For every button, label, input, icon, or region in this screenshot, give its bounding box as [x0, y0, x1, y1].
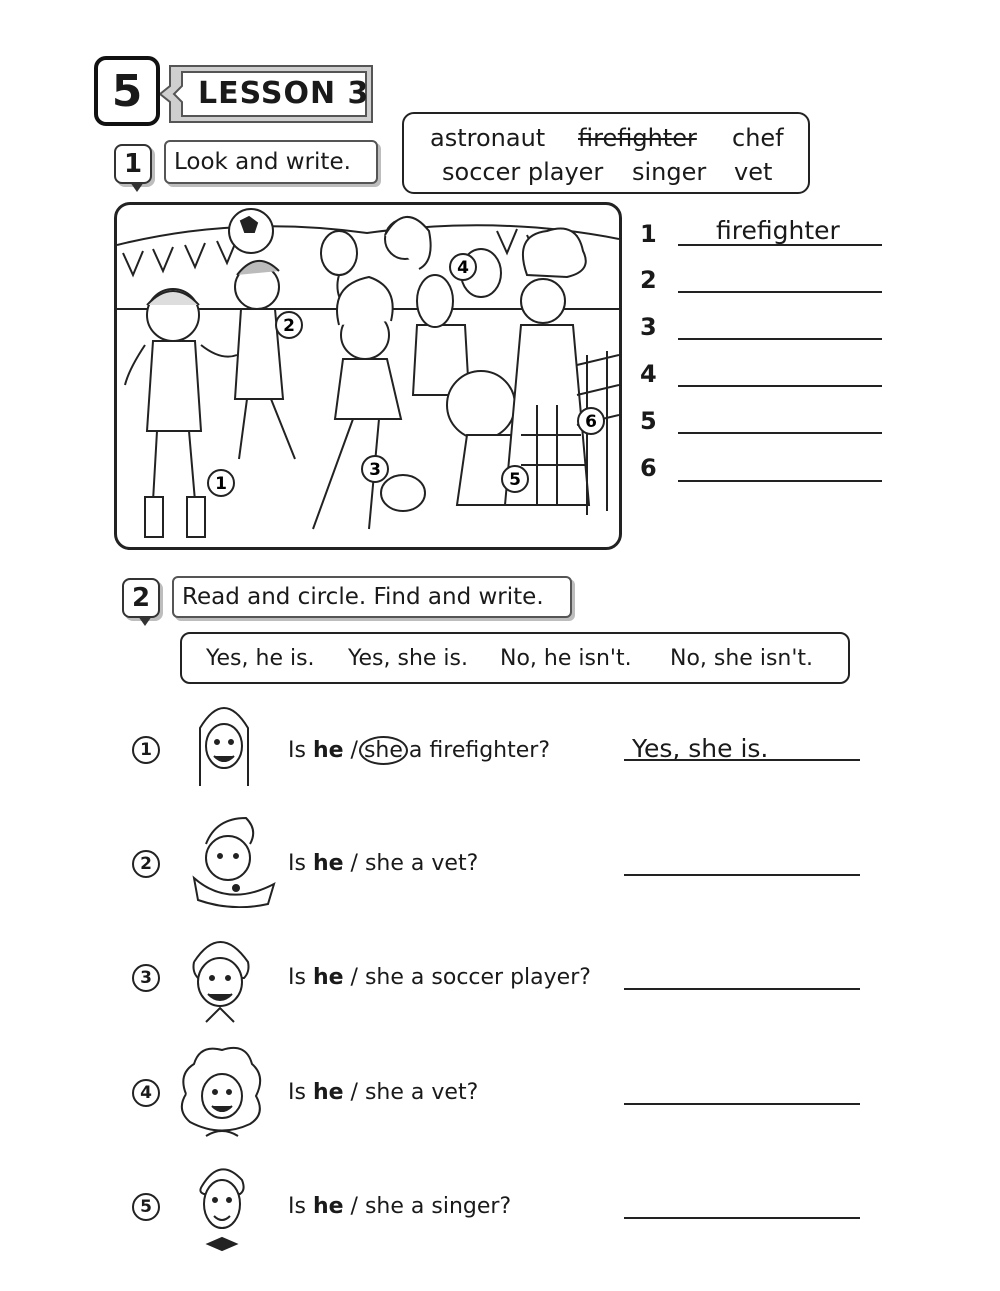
word-bank [402, 112, 810, 194]
item-1-option-she-circled[interactable]: she [359, 736, 408, 765]
party-scene-illustration [114, 202, 622, 550]
item-5-number: 5 [132, 1193, 160, 1221]
item-2-rest: a vet? [410, 851, 479, 876]
word-vet: vet [734, 158, 773, 186]
item-4-face-girl-curly [176, 1044, 268, 1140]
answer-2-line[interactable] [678, 291, 882, 293]
item-5-answer-line[interactable] [624, 1217, 860, 1219]
answer-5-number: 5 [640, 407, 657, 435]
item-1-option-he[interactable]: he [312, 738, 344, 763]
item-5-question [288, 1194, 511, 1219]
answer-1-number: 1 [640, 220, 657, 248]
word-astronaut: astronaut [430, 124, 546, 152]
item-1-is: Is [288, 738, 306, 763]
answer-2-number: 2 [640, 266, 657, 294]
item-5-is: Is [288, 1194, 306, 1219]
answer-5-line[interactable] [678, 432, 882, 434]
answer-3-number: 3 [640, 313, 657, 341]
answer-1-text: firefighter [716, 216, 840, 245]
word-firefighter-crossed: firefighter [578, 124, 697, 152]
item-2-is: Is [288, 851, 306, 876]
lesson-title: LESSON 3 [198, 76, 370, 111]
phrase-no-she-isnt: No, she isn't. [670, 646, 814, 671]
item-4-number: 4 [132, 1079, 160, 1107]
item-1-face-girl [188, 698, 260, 790]
item-2-number: 2 [132, 850, 160, 878]
item-3-number: 3 [132, 964, 160, 992]
exercise-1-instruction-text: Look and write. [174, 149, 351, 175]
picture-label-5: 5 [509, 470, 521, 490]
item-4-option-she[interactable]: she [364, 1080, 404, 1105]
item-4-slash: / [350, 1080, 358, 1105]
answer-6-line[interactable] [678, 480, 882, 482]
item-2-option-she[interactable]: she [364, 851, 404, 876]
item-1-answer-line[interactable] [624, 759, 860, 761]
picture-label-6: 6 [585, 412, 597, 432]
answer-phrase-bank [180, 632, 850, 684]
item-3-option-he[interactable]: he [312, 965, 344, 990]
item-3-rest: a soccer player? [410, 965, 591, 990]
item-5-option-she[interactable]: she [364, 1194, 404, 1219]
word-soccer-player: soccer player [442, 158, 604, 186]
unit-number-badge: 5 [94, 56, 160, 126]
answer-4-number: 4 [640, 360, 657, 388]
phrase-yes-he-is: Yes, he is. [206, 646, 315, 671]
word-chef: chef [732, 124, 784, 152]
answer-3-line[interactable] [678, 338, 882, 340]
item-4-answer-line[interactable] [624, 1103, 860, 1105]
picture-label-1: 1 [215, 474, 227, 494]
item-3-slash: / [350, 965, 358, 990]
phrase-yes-she-is: Yes, she is. [348, 646, 469, 671]
item-1-question [288, 736, 550, 765]
exercise-2-instruction [172, 576, 572, 618]
item-2-option-he[interactable]: he [312, 851, 344, 876]
word-singer: singer [632, 158, 707, 186]
item-3-option-she[interactable]: she [364, 965, 404, 990]
item-1-number: 1 [132, 736, 160, 764]
item-3-is: Is [288, 965, 306, 990]
answer-1-line[interactable] [678, 244, 882, 246]
item-1-answer: Yes, she is. [632, 734, 769, 763]
answer-4-line[interactable] [678, 385, 882, 387]
picture-label-2: 2 [283, 316, 295, 336]
picture-label-4: 4 [457, 258, 469, 278]
picture-label-3: 3 [369, 460, 381, 480]
item-4-is: Is [288, 1080, 306, 1105]
item-5-rest: a singer? [410, 1194, 512, 1219]
item-1-rest: a firefighter? [408, 738, 550, 763]
party-scene-drawing [117, 205, 619, 547]
phrase-no-he-isnt: No, he isn't. [500, 646, 632, 671]
answer-6-number: 6 [640, 454, 657, 482]
item-3-answer-line[interactable] [624, 988, 860, 990]
item-5-option-he[interactable]: he [312, 1194, 344, 1219]
item-2-face-boy [184, 814, 280, 908]
item-4-rest: a vet? [410, 1080, 479, 1105]
exercise-1-number: 1 [114, 144, 152, 184]
item-3-question [288, 965, 591, 990]
exercise-2-instruction-text: Read and circle. Find and write. [182, 584, 544, 610]
exercise-2-number: 2 [122, 578, 160, 618]
item-5-slash: / [350, 1194, 358, 1219]
item-1-slash: / [350, 738, 358, 763]
item-2-slash: / [350, 851, 358, 876]
item-3-face-boy [184, 932, 256, 1026]
item-2-answer-line[interactable] [624, 874, 860, 876]
exercise-1-instruction [164, 140, 378, 184]
item-4-option-he[interactable]: he [312, 1080, 344, 1105]
item-4-question [288, 1080, 478, 1105]
item-5-face-man [190, 1160, 254, 1254]
item-2-question [288, 851, 478, 876]
